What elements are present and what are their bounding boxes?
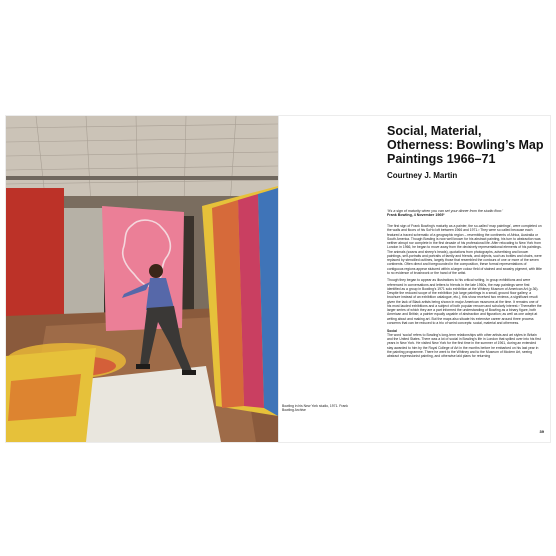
epigraph [387, 209, 543, 218]
article-body [387, 224, 543, 362]
studio-photo [6, 116, 278, 442]
page-number: 39 [539, 429, 544, 434]
left-page [6, 116, 278, 442]
epigraph-attribution: Frank Bowling, 4 November 1969¹ [387, 213, 445, 218]
article-author: Courtney J. Martin [387, 171, 458, 180]
section-subhead: Social [387, 328, 397, 333]
photo-caption: Bowling in his New York studio, 1971. Frank Bowling Archive [282, 404, 348, 413]
studio-photo-illustration [6, 116, 278, 442]
right-page [278, 116, 550, 442]
body-paragraph: The word ‘social’ refers to Bowling’s long-term relationships with other artists and art styles in Britain and the United States. There was a lot of social in Bowling’s life in London that spilled over into his first years in New York. He visited New York for the first time in the summer of 1961, during an extended stay awarded to him by the Royal College of Art in the months before he embarked on his last year in the painting programme. There he went to the Whitney and to the Museum of Modern Art, seeing abstract expressionist painting, and otherwise laid plans for returning [387, 332, 541, 359]
article-title: Social, Material, Otherness: Bowling’s Map Paintings 1966–71 [387, 124, 544, 166]
body-paragraph: Though they began to appear as illustrations to his critical writing, in group exhibitions and were referenced in conversations and letters to friends in the late 1960s, the map paintings were first identified as a group in Bowling’s 1971 solo exhibition at the Whitney Museum of American Art (p.36). Despite the reduced scope of the exhibition (six large paintings in a small, ground floor gallery; a brochure instead of an exhibition catalogue, etc.), this show received two reviews, a significant result given the lack of Black artists being shown in major American museums at the time. It remains one of his most lauded exhibitions and a subject of both popular renown and scholarly interest.³ Thereafter the larger series of which they are a part informed the understanding of Bowling as a binary figure, both American and British; a painter equally capable of abstraction and figuration; as well as one adept at writing about and making art. But the maps also situate his extensive career around three process concerns that can be reduced to a trio of weird concepts: social, material and otherness. [387, 278, 542, 325]
body-paragraph: The first sign of Frank Bowling’s maturity as a painter, the so-called ‘map paintings’, were completed on the walls and floors of his SoHo loft between 1966 and 1971.² They were so called because each featured a traced schematic of a geographic region – resembling the continents of Africa, Australia or South America. Though Bowling is now well known for his abstract painting, his turn to abstraction was neither abrupt nor complete in the first decade of his professional life. After relocating to New York from London in 1966, he began to move away from the decisively representational elements of his paintings. The animals (swans and sheep’s heads), quotations from photographs, advertising and known paintings, self-portraits and portraits of family and friends, and objects, such as bottles and chairs, were replaced by stencilled outlines, largely those that resembled the contours of one or more of the seven continents. Often direct and foregrounded in the composition, these formal representations of contiguous regions appear stutured within a larger colour field of stained and swashy pigment, with little to no evidence of brushwork or the hand of the artist. [387, 224, 542, 275]
book-spread [6, 116, 550, 442]
epigraph-quote: ‘It’s a sign of maturity when you can set your dinner from the studio floor.’ [387, 209, 504, 213]
